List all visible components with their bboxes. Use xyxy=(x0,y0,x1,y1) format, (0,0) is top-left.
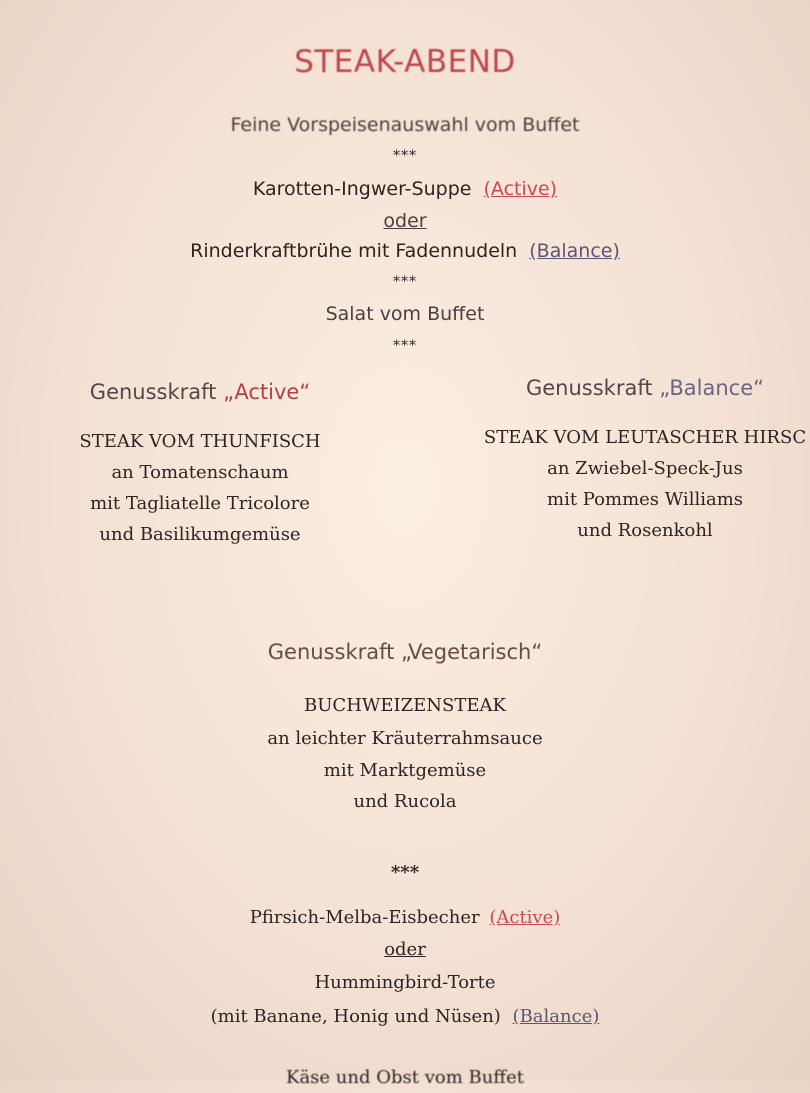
veg-line-2: mit Marktgemüse xyxy=(323,760,487,781)
balance-line-3: und Rosenkohl xyxy=(577,520,713,541)
balance-line-1: an Zwiebel-Speck-Jus xyxy=(547,458,743,479)
active-heading xyxy=(0,380,400,404)
soup-1-name: Karotten-Ingwer-Suppe xyxy=(252,178,472,200)
menu-title: STEAK-ABEND xyxy=(294,44,516,80)
starter-line: Feine Vorspeisenauswahl vom Buffet xyxy=(230,114,580,136)
soup-2-tag: (Balance) xyxy=(529,240,620,262)
separator-2: *** xyxy=(393,274,417,290)
or-2: oder xyxy=(384,939,426,960)
balance-heading-name: „Balance“ xyxy=(659,376,765,400)
dessert-2-line xyxy=(0,1001,810,1032)
balance-heading-prefix: Genusskraft xyxy=(525,376,660,400)
veg-line-3: und Rucola xyxy=(353,791,457,812)
soup-1-line xyxy=(0,178,810,200)
active-heading-name: „Active“ xyxy=(223,380,311,404)
balance-dish: STEAK VOM LEUTASCHER HIRSC xyxy=(483,427,807,448)
dessert-1-name: Pfirsich-Melba-Eisbecher xyxy=(249,907,480,928)
dessert-1-tag: (Active) xyxy=(489,907,561,928)
active-column xyxy=(0,380,400,550)
balance-heading xyxy=(405,376,810,400)
balance-column xyxy=(405,376,810,546)
separator-1: *** xyxy=(393,148,417,164)
cheese-line: Käse und Obst vom Buffet xyxy=(286,1067,524,1088)
active-line-1: an Tomatenschaum xyxy=(111,462,289,483)
dessert-2-name: Hummingbird-Torte xyxy=(314,972,496,993)
soup-2-line xyxy=(0,240,810,262)
active-line-3: und Basilikumgemüse xyxy=(99,524,301,545)
dessert-2-detail: (mit Banane, Honig und Nüsen) xyxy=(210,1006,501,1027)
veg-heading: Genusskraft „Vegetarisch“ xyxy=(267,640,543,664)
veg-dish: BUCHWEIZENSTEAK xyxy=(304,695,506,716)
salad-line: Salat vom Buffet xyxy=(325,303,485,325)
soup-1-tag: (Active) xyxy=(483,178,558,200)
separator-4: *** xyxy=(390,862,420,883)
dessert-2-tag: (Balance) xyxy=(512,1006,600,1027)
or-1: oder xyxy=(383,210,427,232)
balance-line-2: mit Pommes Williams xyxy=(547,489,743,510)
active-line-2: mit Tagliatelle Tricolore xyxy=(90,493,310,514)
active-heading-prefix: Genusskraft xyxy=(89,380,224,404)
dessert-1-line xyxy=(0,902,810,933)
soup-2-name: Rinderkraftbrühe mit Fadennudeln xyxy=(190,240,518,262)
active-dish: STEAK VOM THUNFISCH xyxy=(79,431,321,452)
veg-line-1: an leichter Kräuterrahmsauce xyxy=(267,728,543,749)
separator-3: *** xyxy=(393,338,417,354)
